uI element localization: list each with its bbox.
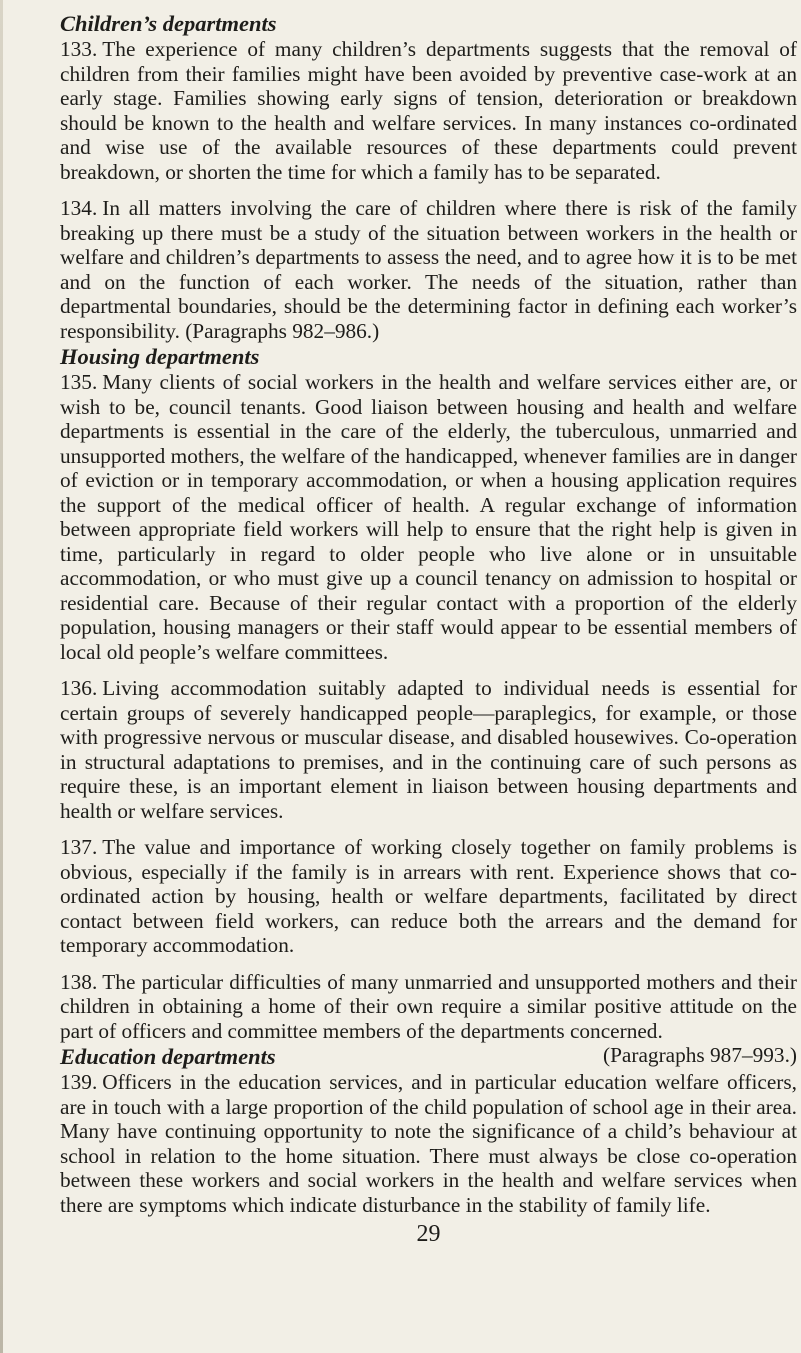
heading-education-departments: Education departments [60,1044,276,1069]
paragraph-number: 135. [60,370,98,394]
paragraph-text: The particular difficulties of many unmarried and unsupported mothers and their children in obtaining a home of their own require a similar positive attitude on the part of officers and committee members of the departments concerned. [60,969,797,1043]
paragraph-number: 137. [60,835,98,859]
paragraph-reference: (Paragraphs 982–986.) [185,318,380,343]
heading-housing-departments: Housing departments [60,344,260,369]
paragraph-137 [60,835,797,958]
paragraph-text: Many clients of social workers in the health and welfare services either are, or wish to be, council tenants. Good liaison between housing and health and welfare departments is essential in the care of the elderly, the tuberculous, unmarried and unsupported mothers, the welfare of the handicapped, whenever families are in danger of eviction or in temporary accommodation, or when a housing application requires the support of the medical officer of health. A regular exchange of information between appropriate field workers will help to ensure that the right help is given in time, particularly in regard to older people who live alone or in unsuitable accommodation, or who must give up a council tenancy on admission to hospital or residential care. Because of their regular contact with a proportion of the elderly population, housing managers or their staff would appear to be essential members of local old people’s welfare committees. [60,370,797,664]
paragraph-number: 134. [60,196,98,220]
heading-childrens-departments: Children’s departments [60,11,277,36]
paragraph-136 [60,676,797,823]
page-edge-shadow [0,0,3,1353]
paragraph-134 [60,196,797,343]
paragraph-number: 138. [60,969,98,994]
paragraph-135 [60,370,797,664]
paragraph-text: Officers in the education services, and in particular education welfare officers, are in touch with a large proportion of the child population of school age in their area. Many have continuing opportunity to note the significance of a child’s behaviour at school in relation to the home situation. There must always be close co-operation between these workers and social workers in the health and welfare services when there are symptoms which indicate disturbance in the stability of family life. [60,1070,797,1217]
paragraph-133 [60,37,797,184]
paragraph-text: Living accommodation suitably adapted to individual needs is essential for certain groups of severely handicapped people—paraplegics, for example, or those with progressive nervous or muscular disease, and disabled housewives. Co-operation in structural adaptations to premises, and in the continuing care of such persons as require these, is an important element in liaison between housing departments and health or welfare services. [60,676,797,823]
paragraph-number: 133. [60,37,98,61]
paragraph-text: The experience of many children’s departments suggests that the removal of children from their families might have been avoided by preventive case-work at an early stage. Families showing early signs of tension, deterioration or breakdown should be known to the health and welfare services. In many instances co-ordinated and wise use of the available resources of these departments could prevent breakdown, or shorten the time for which a family has to be separated. [60,37,797,184]
paragraph-139 [60,1070,797,1217]
paragraph-number: 139. [60,1070,98,1094]
paragraph-text: The value and importance of working closely together on family problems is obvious, especially if the family is in arrears with rent. Experience shows that co-ordinated action by housing, health or welfare departments, facilitated by direct contact between field workers, can reduce both the arrears and the demand for temporary accommodation. [60,835,797,957]
paragraph-text: In all matters involving the care of children where there is risk of the family breaking up there must be a study of the situation between workers in the health or welfare and children’s departments to assess the need, and to agree how it is to be met and on the function of each worker. The needs of the situation, rather than departmental boundaries, should be the determining factor in defining each worker’s responsibility. [60,196,797,343]
paragraph-reference: (Paragraphs 987–993.) [603,1043,797,1067]
page-number: 29 [416,1221,441,1247]
paragraph-number: 136. [60,676,98,700]
